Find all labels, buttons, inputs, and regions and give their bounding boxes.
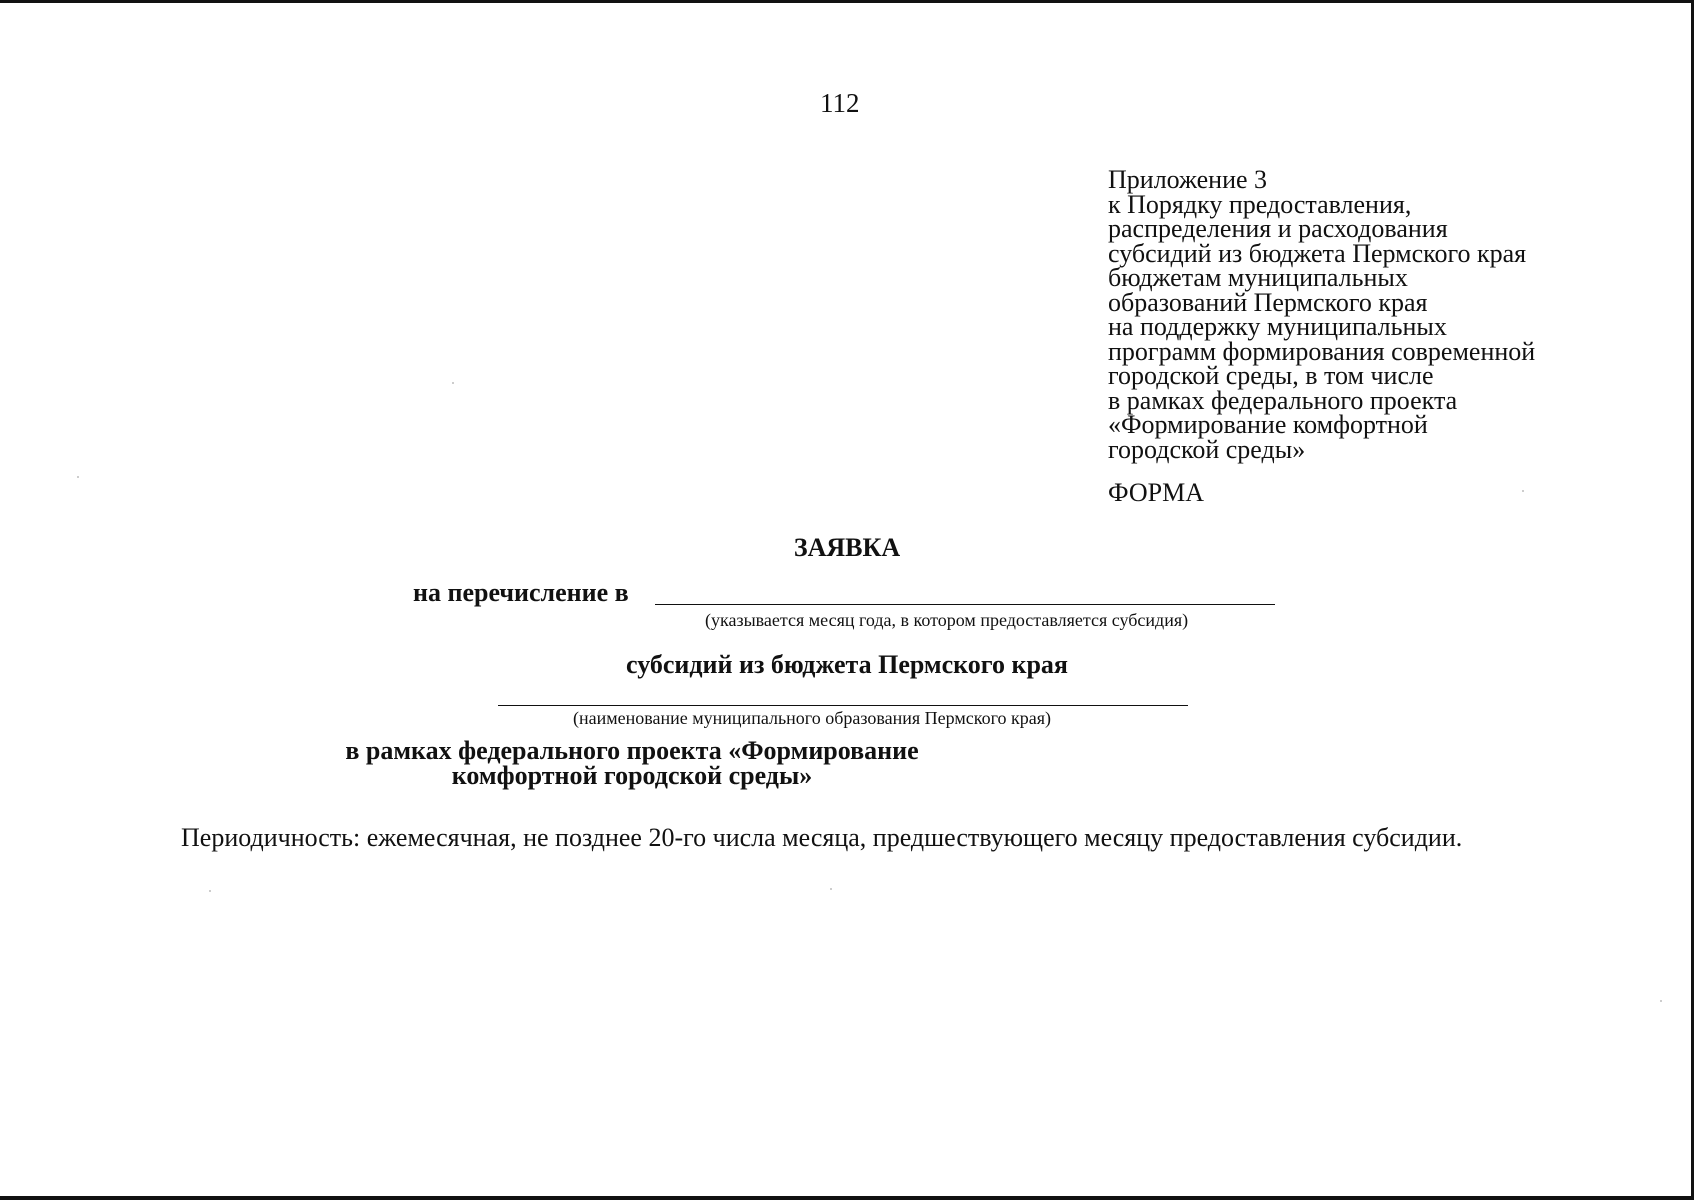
- month-blank-hint: (указывается месяц года, в котором предоставляется субсидия): [705, 610, 1189, 630]
- appendix-line: в рамках федерального проекта: [1108, 385, 1458, 415]
- appendix-line: субсидий из бюджета Пермского края: [1108, 238, 1527, 268]
- appendix-line: распределения и расходования: [1108, 214, 1448, 243]
- scan-speck: [209, 890, 211, 892]
- project-heading-line1: в рамках федерального проекта «Формирование: [345, 736, 919, 765]
- periodicity-text: Периодичность: ежемесячная, не позднее 20-го числа месяца, предшествующего месяцу предоставления субсидии.: [181, 823, 1463, 852]
- page-number: 112: [820, 88, 860, 118]
- project-heading-line2: комфортной городской среды»: [451, 761, 813, 790]
- appendix-block: [1108, 165, 1588, 464]
- scan-speck: [1660, 1000, 1662, 1002]
- scan-border-top: [0, 0, 1694, 3]
- scan-speck: [830, 888, 832, 890]
- scan-speck: [452, 382, 454, 384]
- document-title: ЗАЯВКА: [793, 533, 901, 562]
- form-label: ФОРМА: [1108, 478, 1204, 507]
- appendix-line: городской среды»: [1108, 434, 1306, 464]
- appendix-line: на поддержку муниципальных: [1108, 312, 1447, 341]
- municipality-blank-hint: (наименование муниципального образования Пермского края): [573, 708, 1052, 728]
- scan-speck: [1522, 490, 1524, 492]
- month-blank-line: [655, 604, 1275, 605]
- subsidy-heading: субсидий из бюджета Пермского края: [626, 650, 1068, 679]
- appendix-line: к Порядку предоставления,: [1108, 189, 1412, 219]
- transfer-month-label: на перечисление в: [413, 578, 629, 607]
- scan-speck: [77, 476, 79, 478]
- appendix-line: образований Пермского края: [1108, 287, 1428, 317]
- appendix-line: городской среды, в том числе: [1108, 361, 1434, 390]
- project-heading: [0, 738, 1264, 788]
- appendix-line: «Формирование комфортной: [1108, 410, 1428, 439]
- municipality-blank-line: [498, 705, 1188, 706]
- appendix-line: бюджетам муниципальных: [1108, 263, 1408, 292]
- appendix-line: Приложение 3: [1108, 165, 1268, 194]
- scan-border-bottom: [0, 1196, 1694, 1200]
- appendix-line: программ формирования современной: [1108, 336, 1536, 366]
